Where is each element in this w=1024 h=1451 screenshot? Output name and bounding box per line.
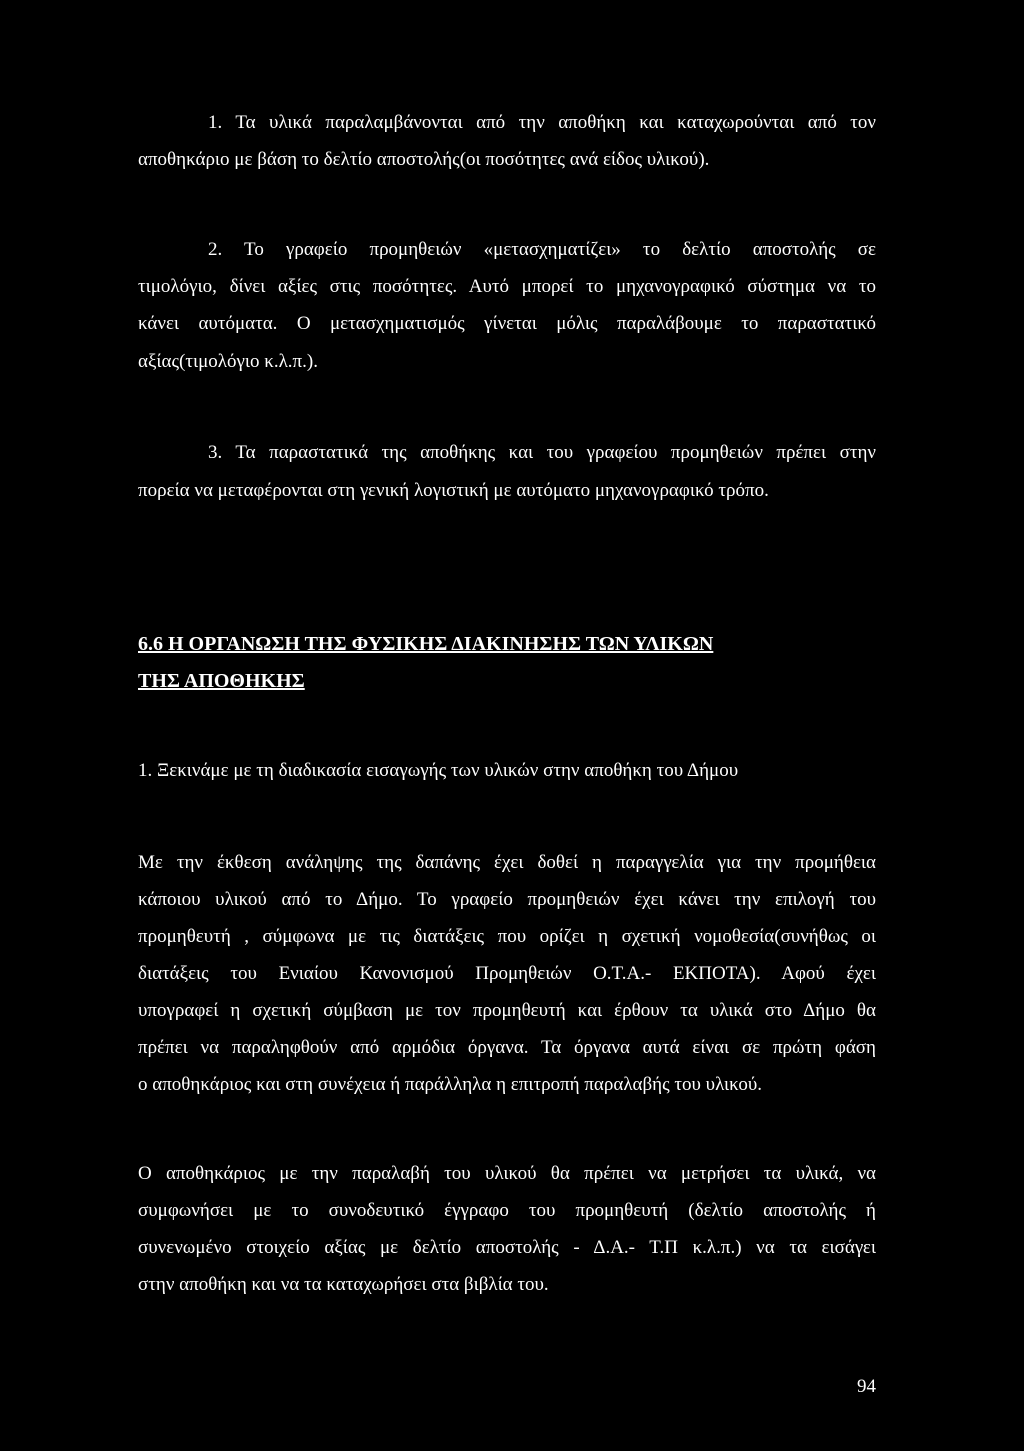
paragraph-1-line-3: προμηθευτή , σύμφωνα με τις διατάξεις που ορίζει η σχετική νομοθεσία(συνήθως οι [138, 926, 876, 947]
paragraph-1-line-5: υπογραφεί η σχετική σύμβαση με τον προμηθευτή και έρθουν τα υλικά στο Δήμο θα [138, 1000, 876, 1021]
section-heading-line-2: ΤΗΣ ΑΠΟΘΗΚΗΣ [138, 670, 305, 692]
step-1-text: 1. Ξεκινάμε με τη διαδικασία εισαγωγής των υλικών στην αποθήκη του Δήμου [138, 760, 739, 781]
paragraph-1-line-2: κάποιου υλικού από το Δήμο. Το γραφείο προμηθειών έχει κάνει την επιλογή του [138, 889, 876, 910]
paragraph-2-line-1: Ο αποθηκάριος με την παραλαβή του υλικού θα πρέπει να μετρήσει τα υλικά, να [138, 1163, 876, 1184]
item-2-line-2: τιμολόγιο, δίνει αξίες στις ποσότητες. Αυτό μπορεί το μηχανογραφικό σύστημα να το [138, 276, 876, 297]
document-page [138, 0, 876, 1451]
paragraph-2-line-4: στην αποθήκη και να τα καταχωρήσει στα βιβλία του. [138, 1274, 549, 1295]
paragraph-1-line-7: ο αποθηκάριος και στη συνέχεια ή παράλληλα η επιτροπή παραλαβής του υλικού. [138, 1074, 762, 1095]
item-3-line-1: 3. Τα παραστατικά της αποθήκης και του γραφείου προμηθειών πρέπει στην [208, 442, 876, 463]
paragraph-2-line-2: συμφωνήσει με το συνοδευτικό έγγραφο του προμηθευτή (δελτίο αποστολής ή [138, 1200, 876, 1221]
item-2-line-3: κάνει αυτόματα. Ο μετασχηματισμός γίνεται μόλις παραλάβουμε το παραστατικό [138, 313, 876, 334]
paragraph-1-line-4: διατάξεις του Ενιαίου Κανονισμού Προμηθειών Ο.Τ.Α.- ΕΚΠΟΤΑ). Αφού έχει [138, 963, 876, 984]
item-3-line-2: πορεία να μεταφέρονται στη γενική λογιστική με αυτόματο μηχανογραφικό τρόπο. [138, 480, 769, 501]
item-1-line-1: 1. Τα υλικά παραλαμβάνονται από την αποθήκη και καταχωρούνται από τον [208, 112, 876, 133]
item-1-line-2: αποθηκάριο με βάση το δελτίο αποστολής(οι ποσότητες ανά είδος υλικού). [138, 149, 710, 170]
paragraph-1-line-1: Με την έκθεση ανάληψης της δαπάνης έχει δοθεί η παραγγελία για την προμήθεια [138, 852, 876, 873]
paragraph-2-line-3: συνενωμένο στοιχείο αξίας με δελτίο αποστολής - Δ.Α.- Τ.Π κ.λ.π.) να τα εισάγει [138, 1237, 876, 1258]
section-heading-line-1: 6.6 Η ΟΡΓΑΝΩΣΗ ΤΗΣ ΦΥΣΙΚΗΣ ΔΙΑΚΙΝΗΣΗΣ ΤΩΝ ΥΛΙΚΩΝ [138, 633, 714, 655]
page-number: 94 [857, 1376, 876, 1397]
item-2-line-4: αξίας(τιμολόγιο κ.λ.π.). [138, 351, 318, 372]
item-2-line-1: 2. Το γραφείο προμηθειών «μετασχηματίζει» το δελτίο αποστολής σε [208, 239, 876, 260]
paragraph-1-line-6: πρέπει να παραληφθούν από αρμόδια όργανα. Τα όργανα αυτά είναι σε πρώτη φάση [138, 1037, 876, 1058]
